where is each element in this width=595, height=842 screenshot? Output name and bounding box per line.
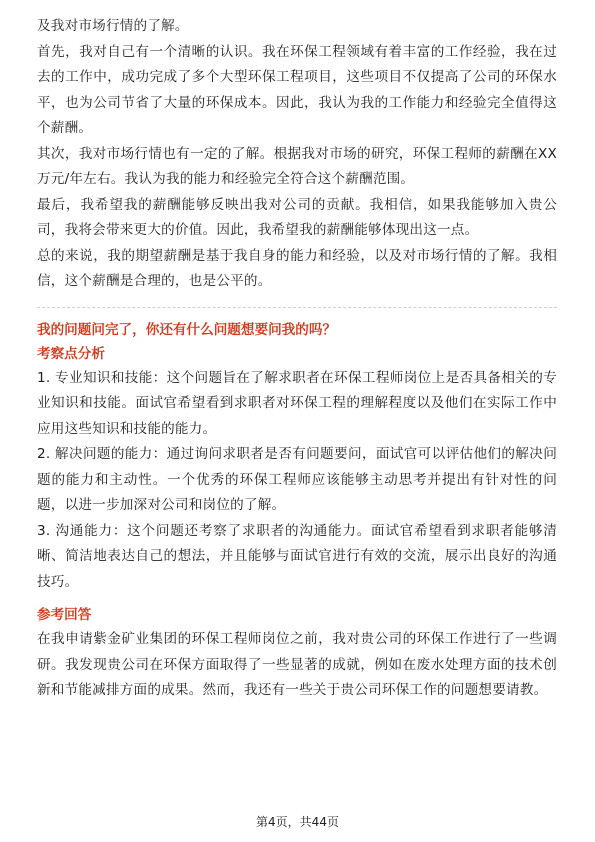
analysis-item: 2. 解决问题的能力：通过询问求职者是否有问题要问，面试官可以评估他们的解决问题的能力和主动性。一个优秀的环保工程师应该能够主动思考并提出有针对性的问题，以进一步加深对公司和岗位的了解。: [37, 446, 557, 513]
analysis-heading: 考察点分析: [37, 345, 105, 362]
section-divider: [37, 307, 557, 308]
page-content: [37, 14, 557, 704]
answer-paragraph: 在我申请紫金矿业集团的环保工程师岗位之前，我对贵公司的环保工作进行了一些调研。我发现贵公司在环保方面取得了一些显著的成就，例如在废水处理方面的技术创新和节能减排方面的成果。然而，我还有一些关于贵公司环保工作的问题想要请教。: [37, 631, 557, 698]
analysis-item: 3. 沟通能力：这个问题还考察了求职者的沟通能力。面试官希望看到求职者能够清晰、简洁地表达自己的想法，并且能够与面试官进行有效的交流，展示出良好的沟通技巧。: [37, 522, 557, 590]
intro-paragraph-summary: 总的来说，我的期望薪酬是基于我自身的能力和经验，以及对市场行情的了解。我相信，这个薪酬是合理的，也是公平的。: [37, 247, 557, 289]
intro-paragraph-third: 最后，我希望我的薪酬能够反映出我对公司的贡献。我相信，如果我能够加入贵公司，我将会带来更大的价值。因此，我希望我的薪酬能够体现出这一点。: [37, 196, 557, 238]
spacer: [37, 595, 557, 603]
page-number: 第4页，共44页: [256, 815, 339, 829]
intro-paragraph-second: 其次，我对市场行情也有一定的了解。根据我对市场的研究，环保工程师的薪酬在XX万元/年左右。我认为我的能力和经验完全符合这个薪酬范围。: [37, 145, 557, 187]
answer-heading: 参考回答: [37, 607, 92, 623]
analysis-item: 1. 专业知识和技能：这个问题旨在了解求职者在环保工程师岗位上是否具备相关的专业知识和技能。面试官希望看到求职者对环保工程的理解程度以及他们在实际工作中应用这些知识和技能的能力。: [37, 369, 557, 437]
intro-paragraph-continuation: 及我对市场行情的了解。: [37, 18, 189, 34]
intro-paragraph-first: 首先，我对自己有一个清晰的认识。我在环保工程领域有着丰富的工作经验，我在过去的工作中，成功完成了多个大型环保工程项目，这些项目不仅提高了公司的环保水平，也为公司节省了大量的环保成本。因此，我认为我的工作能力和经验完全值得这个薪酬。: [37, 43, 557, 136]
interview-question: 我的问题问完了，你还有什么问题想要问我的吗？: [37, 321, 337, 338]
